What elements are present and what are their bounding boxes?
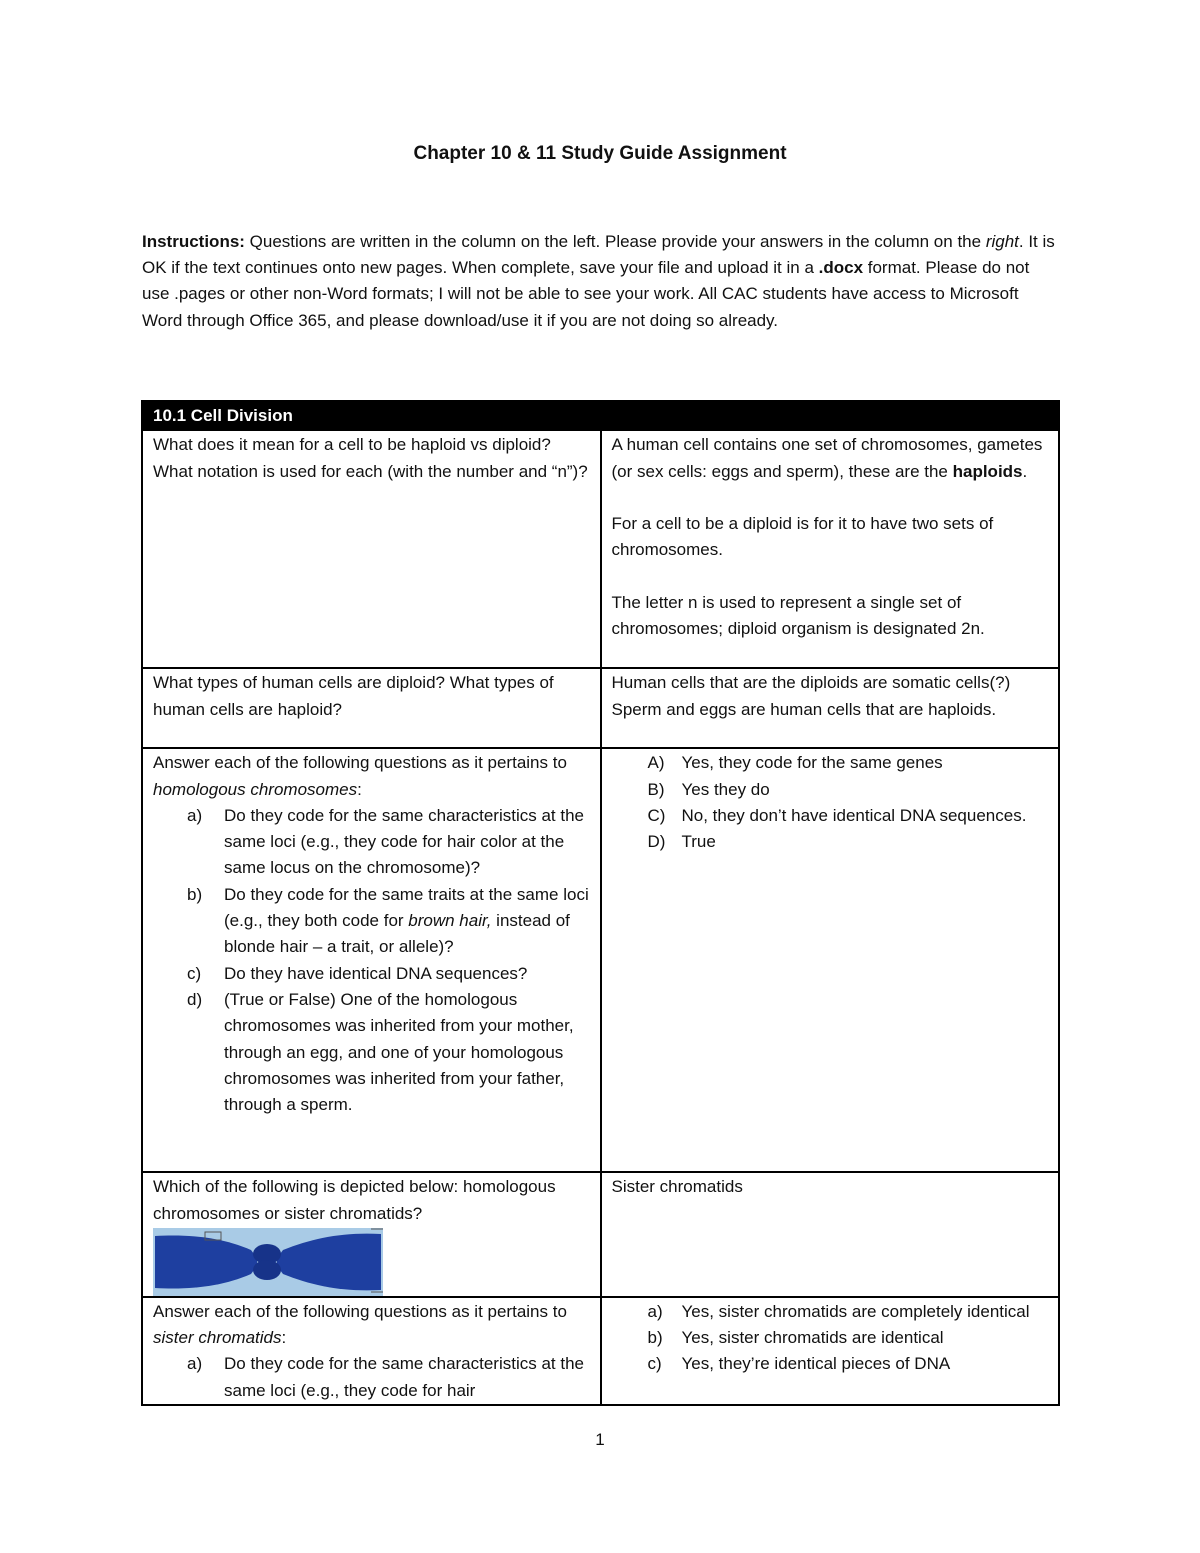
section-heading: 10.1 Cell Division xyxy=(142,401,1059,430)
answer-cell[interactable] xyxy=(601,1297,1060,1405)
centromere-lower xyxy=(253,1260,281,1280)
answer-cell[interactable] xyxy=(601,748,1060,1172)
list-marker: D) xyxy=(647,832,666,852)
list-item xyxy=(612,1351,1049,1377)
list-marker: d) xyxy=(187,989,203,1009)
question-cell xyxy=(142,1172,601,1297)
document-title: Chapter 10 & 11 Study Guide Assignment xyxy=(413,143,787,164)
answer-text: Yes, sister chromatids are identical xyxy=(681,1328,944,1348)
subquestion-text: Do they have identical DNA sequences? xyxy=(224,963,528,983)
table-row xyxy=(142,748,1059,1172)
answer-haploids-bold: haploids xyxy=(952,461,1023,481)
question-intro-emphasis: sister chromatids xyxy=(153,1328,282,1348)
list-item xyxy=(612,750,1049,776)
question-cell xyxy=(142,748,601,1172)
section-header-row xyxy=(142,401,1059,430)
subquestion-text: instead of blonde hair – a trait, or allele)? xyxy=(224,911,570,957)
table-row xyxy=(142,668,1059,748)
subquestion-text: Do they code for the same characteristics at the same loci (e.g., they code for hair color at the same locus on the chromosome)? xyxy=(224,805,585,878)
question-text: Which of the following is depicted below: homologous chromosomes or sister chromatids? xyxy=(153,1177,556,1223)
answer-text: Yes, sister chromatids are completely identical xyxy=(681,1301,1030,1321)
study-guide-table xyxy=(141,400,1060,1406)
list-item xyxy=(612,777,1049,803)
answer-text: Sister chromatids xyxy=(611,1177,743,1197)
question-text: What does it mean for a cell to be haploid vs diploid? What notation is used for each (with the number and “n”)? xyxy=(153,435,588,481)
list-item xyxy=(612,829,1049,855)
list-marker: b) xyxy=(187,884,203,904)
answer-paragraph: Sperm and eggs are human cells that are haploids. xyxy=(611,699,997,719)
instructions-docx: .docx xyxy=(818,258,864,278)
list-marker: c) xyxy=(647,1354,662,1374)
list-marker: B) xyxy=(647,779,665,799)
page-number: 1 xyxy=(595,1430,605,1449)
answer-text: Yes, they code for the same genes xyxy=(681,753,943,773)
question-intro-text: Answer each of the following questions as it pertains to xyxy=(153,1301,567,1321)
answer-paragraph: For a cell to be a diploid is for it to have two sets of chromosomes. xyxy=(611,514,994,560)
list-item xyxy=(153,987,590,1118)
list-item xyxy=(612,803,1049,829)
answer-paragraph: The letter n is used to represent a single set of chromosomes; diploid organism is designated 2n. xyxy=(611,593,985,639)
subquestion-text: Do they code for the same traits at the same loci (e.g., they both code for xyxy=(224,884,589,931)
chromosome-image xyxy=(153,1228,383,1296)
list-marker: A) xyxy=(647,753,665,773)
answer-text: True xyxy=(681,832,716,852)
subquestion-emphasis: brown hair, xyxy=(408,911,492,931)
question-intro xyxy=(153,1299,590,1352)
list-item xyxy=(153,961,590,987)
question-intro xyxy=(153,750,590,803)
instructions-right-word: right xyxy=(985,232,1019,251)
subquestion-list xyxy=(153,803,590,1119)
answer-text: A human cell contains one set of chromosomes, gametes (or sex cells: eggs and sperm), these are the xyxy=(611,435,1043,481)
answer-list xyxy=(612,750,1049,855)
subquestion-list xyxy=(153,1351,590,1404)
answer-text: No, they don’t have identical DNA sequences. xyxy=(681,805,1027,825)
instructions-text-1: Questions are written in the column on the left. Please provide your answers in the column on the xyxy=(244,232,986,251)
answer-paragraph xyxy=(612,432,1049,485)
instructions-paragraph xyxy=(142,229,1060,334)
subquestion-text: Do they code for the same characteristics at the same loci (e.g., they code for hair xyxy=(224,1354,585,1400)
question-cell xyxy=(142,668,601,748)
question-intro-colon: : xyxy=(357,779,362,799)
subquestion-text: (True or False) One of the homologous chromosomes was inherited from your mother, through an egg, and one of your homologous chromosomes was inherited from your father, through a sperm. xyxy=(224,989,574,1115)
question-intro-text: Answer each of the following questions as it pertains to xyxy=(153,753,567,773)
table-row xyxy=(142,430,1059,668)
list-item xyxy=(612,1299,1049,1325)
answer-period: . xyxy=(1022,461,1028,481)
list-marker: a) xyxy=(187,1354,203,1374)
list-item xyxy=(153,1351,590,1404)
list-marker: a) xyxy=(187,805,203,825)
list-item xyxy=(153,803,590,882)
instructions-label: Instructions: xyxy=(142,232,245,251)
answer-text: Yes they do xyxy=(681,779,770,799)
list-marker: C) xyxy=(647,805,666,825)
question-cell xyxy=(142,430,601,668)
question-cell xyxy=(142,1297,601,1405)
answer-text: Yes, they’re identical pieces of DNA xyxy=(681,1354,951,1374)
question-text: What types of human cells are diploid? What types of human cells are haploid? xyxy=(153,673,554,719)
table-row xyxy=(142,1172,1059,1297)
answer-cell[interactable] xyxy=(601,668,1060,748)
answer-paragraph: Human cells that are the diploids are somatic cells(?) xyxy=(611,673,1011,693)
list-item xyxy=(612,1325,1049,1351)
answer-list xyxy=(612,1299,1049,1378)
instructions-text-2: . It is OK if the text continues onto new pages. When complete, save your file and upload it in a xyxy=(142,232,1055,278)
list-marker: c) xyxy=(187,963,202,983)
answer-cell[interactable] xyxy=(601,430,1060,668)
answer-cell[interactable] xyxy=(601,1172,1060,1297)
table-row xyxy=(142,1297,1059,1405)
question-intro-colon: : xyxy=(281,1328,287,1348)
list-item xyxy=(153,882,590,961)
list-marker: b) xyxy=(647,1328,663,1348)
list-marker: a) xyxy=(647,1301,663,1321)
question-intro-emphasis: homologous chromosomes xyxy=(153,779,358,799)
instructions-text-3: format. Please do not use .pages or other non-Word formats; I will not be able to see your work. All CAC students have access to Microsoft Word through Office 365, and please download/use it if you are not doing so already. xyxy=(142,258,1030,330)
